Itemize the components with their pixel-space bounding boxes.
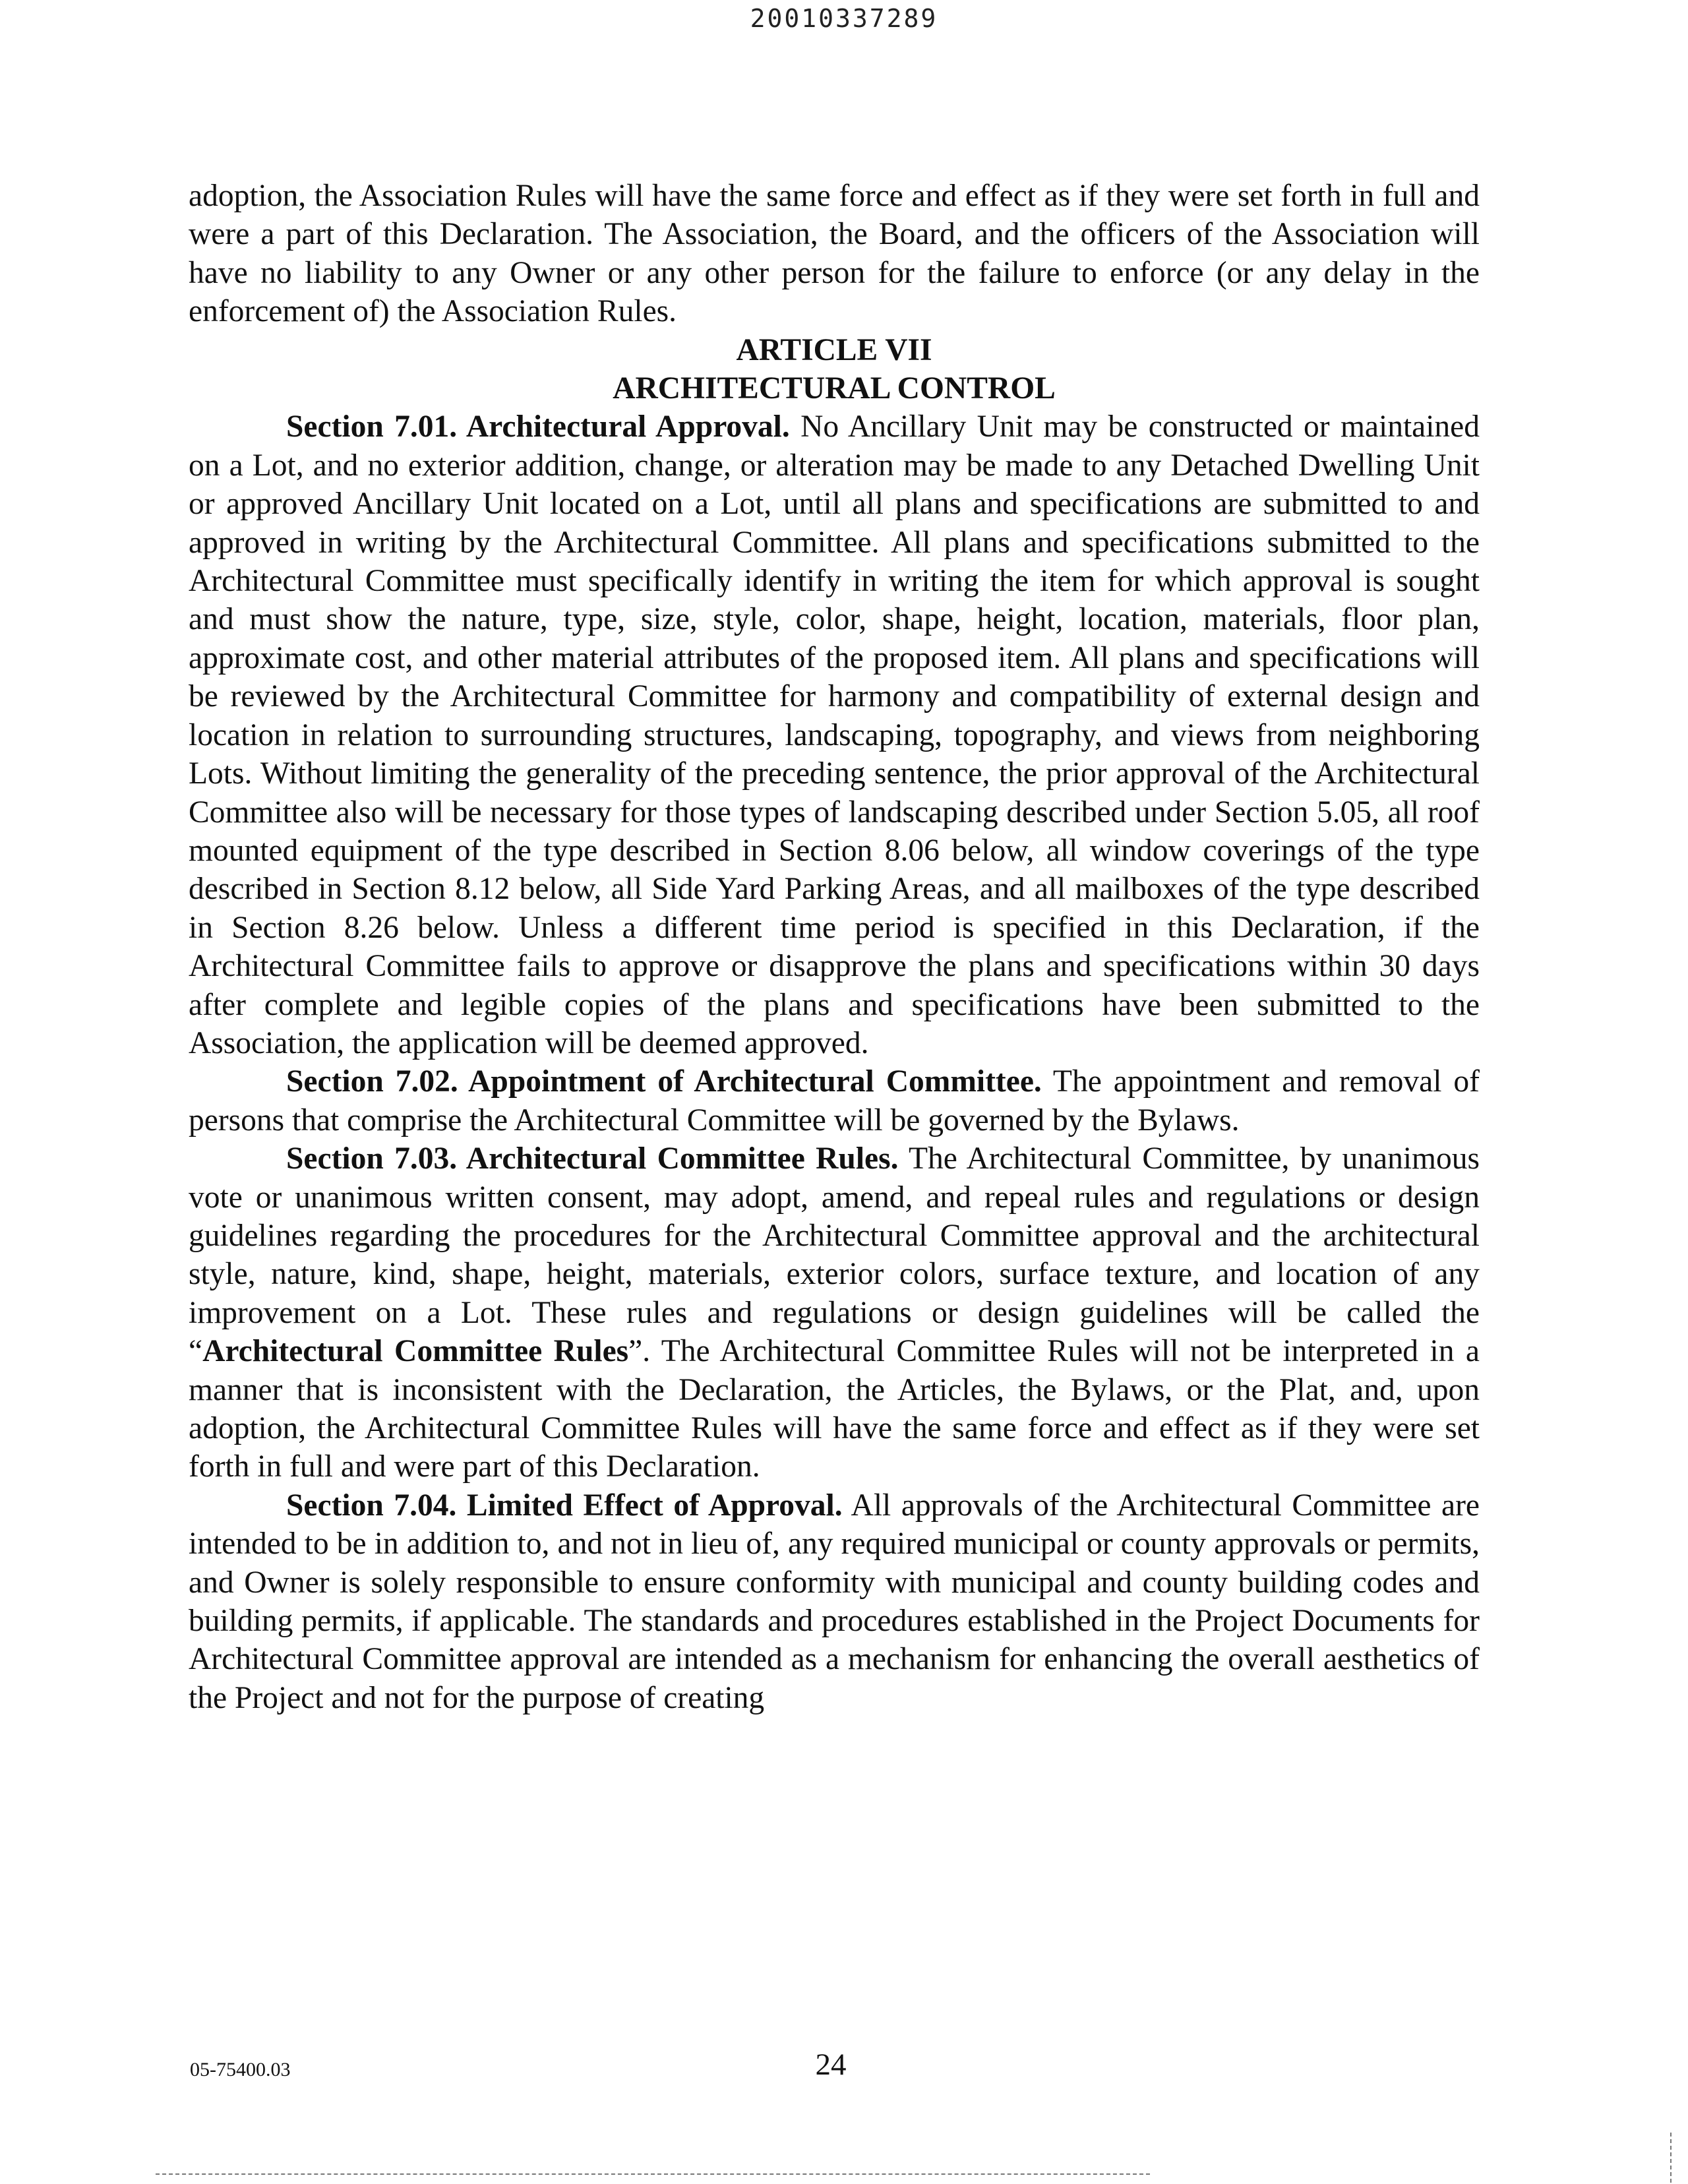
section-7-03 bbox=[189, 1139, 1480, 1486]
section-body: The appointment and removal of persons that comprise the Architectural Committee will be governed by the Bylaws. bbox=[189, 1064, 1480, 1138]
article-title: ARCHITECTURAL CONTROL bbox=[613, 371, 1056, 406]
page-number: 24 bbox=[815, 2048, 847, 2082]
intro-paragraph: adoption, the Association Rules will have the same force and effect as if they were set forth in full and were a part of this Declaration. The Association, the Board, and the officers of the Association will have no liability to any Owner or any other person for the failure to enforce (or any delay in the enforcement of) the Association Rules. bbox=[189, 179, 1480, 329]
section-7-02 bbox=[189, 1062, 1480, 1139]
section-7-01 bbox=[189, 408, 1480, 1062]
section-body: No Ancillary Unit may be constructed or maintained on a Lot, and no exterior addition, change, or alteration may be made to any Detached Dwelling Unit or approved Ancillary Unit located on a Lot, until all plans and specifications are submitted to and approved in writing by the Architectural Committee. All plans and specifications submitted to the Architectural Committee must specifically identify in writing the item for which approval is sought and must show the nature, type, size, style, color, shape, height, location, materials, floor plan, approximate cost, and other material attributes of the proposed item. All plans and specifications will be reviewed by the Architectural Committee for harmony and compatibility of external design and location in relation to surrounding structures, landscaping, topography, and views from neighboring Lots. Without limiting the generality of the preceding sentence, the prior approval of the Architectural Committee also will be necessary for those types of landscaping described under Section 5.05, all roof mounted equipment of the type described in Section 8.06 below, all window coverings of the type described in Section 8.12 below, all Side Yard Parking Areas, and all mailboxes of the type described in Section 8.26 below. Unless a different time period is specified in this Declaration, if the Architectural Committee fails to approve or disapprove the plans and specifications within 30 days after complete and legible copies of the plans and specifications have been submitted to the Association, the application will be deemed approved. bbox=[189, 410, 1480, 1060]
scan-side-mark bbox=[1670, 2133, 1672, 2183]
section-heading: Section 7.04. Limited Effect of Approval. bbox=[286, 1488, 843, 1523]
section-heading: Section 7.01. Architectural Approval. bbox=[286, 410, 790, 444]
section-body: All approvals of the Architectural Committee are intended to be in addition to, and not in lieu of, any required municipal or county approvals or permits, and Owner is solely responsible to ensure conformity with municipal and county building codes and building permits, if applicable. The standards and procedures established in the Project Documents for Architectural Committee approval are intended as a mechanism for enhancing the overall aesthetics of the Project and not for the purpose of creating bbox=[189, 1488, 1480, 1715]
footer-doc-code: 05-75400.03 bbox=[190, 2059, 291, 2080]
defined-term: Architectural Committee Rules bbox=[202, 1334, 629, 1369]
article-number: ARTICLE VII bbox=[736, 332, 932, 367]
section-7-04 bbox=[189, 1486, 1480, 1717]
section-body-continued: ”. The Architectural Committee Rules will not be interpreted in a manner that is inconsistent with the Declaration, the Articles, the Bylaws, or the Plat, and, upon adoption, the Architectural Committee Rules will have the same force and effect as if they were set forth in full and were part of this Declaration. bbox=[189, 1334, 1480, 1484]
section-heading: Section 7.03. Architectural Committee Rules. bbox=[286, 1141, 899, 1176]
page-body bbox=[189, 177, 1480, 1717]
section-body: The Architectural Committee, by unanimous vote or unanimous written consent, may adopt, amend, and repeal rules and regulations or design guidelines regarding the procedures for the Architectural Committee approval and the architectural style, nature, kind, shape, height, materials, exterior colors, surface texture, and location of any improvement on a Lot. These rules and regulations or design guidelines will be called the “ bbox=[189, 1141, 1480, 1369]
scan-bottom-rule bbox=[156, 2173, 1150, 2175]
document-number: 20010337289 bbox=[750, 4, 938, 33]
section-heading: Section 7.02. Appointment of Architectural Committee. bbox=[286, 1064, 1042, 1099]
